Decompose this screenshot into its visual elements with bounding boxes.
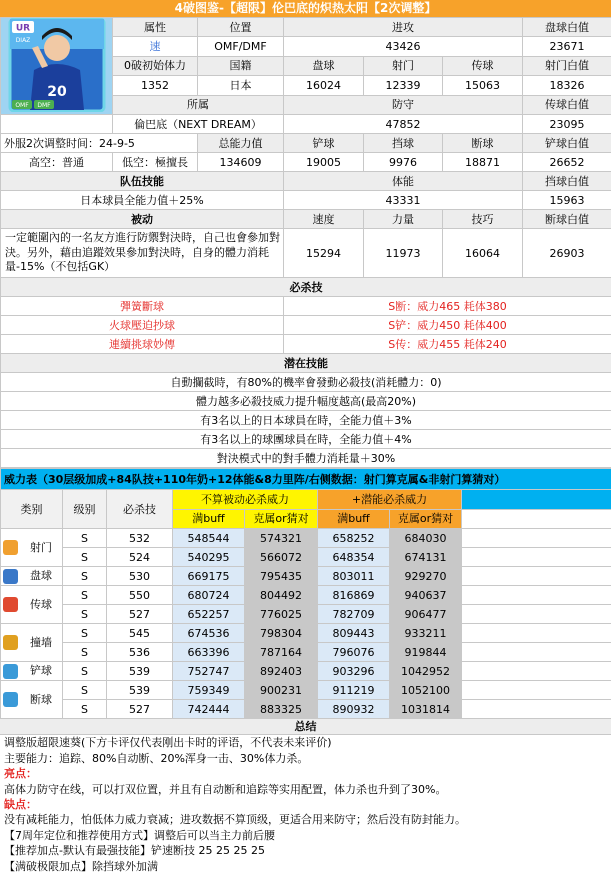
power-a-counter: 900231 <box>245 681 318 700</box>
intercept-white-value: 26903 <box>523 229 611 278</box>
dribble-label: 盘球 <box>284 56 364 75</box>
power-level: S <box>63 662 107 681</box>
power-category-label: 盘球 <box>30 569 52 582</box>
power-b-full: 911219 <box>318 681 390 700</box>
power-a-full: 674536 <box>173 624 245 643</box>
col-skill: 必杀技 <box>107 490 173 529</box>
power-level: S <box>63 548 107 567</box>
card-image <box>1 18 113 115</box>
power-b-counter: 940637 <box>390 586 462 605</box>
power-a-counter: 795435 <box>245 567 318 586</box>
special-stat-2: S铲：威力450 耗体400 <box>284 316 611 335</box>
power-skill: 545 <box>107 624 173 643</box>
power-level: S <box>63 605 107 624</box>
tech-label: 技巧 <box>443 210 523 229</box>
speed-value: 15294 <box>284 229 364 278</box>
dribble-icon <box>3 569 18 584</box>
power-a-counter: 883325 <box>245 700 318 719</box>
tackle-white-label: 铲球白值 <box>523 134 611 153</box>
power-category-label: 射门 <box>30 540 52 554</box>
latent-item: 自動攔截時，有80%的機率會發動必殺技(消耗體力：0) <box>1 373 611 392</box>
power-row <box>1 567 611 586</box>
power-category-label: 断球 <box>30 692 52 706</box>
team-value: 倫巴底（NEXT DREAM） <box>113 115 284 134</box>
power-b-counter: 906477 <box>390 605 462 624</box>
power-b-counter: 674131 <box>390 548 462 567</box>
power-b-full: 648354 <box>318 548 390 567</box>
power-level: S <box>63 681 107 700</box>
group-a-header: 不算被动必杀威力 <box>173 490 318 510</box>
team-label: 所属 <box>113 95 284 114</box>
power-table <box>0 468 611 719</box>
power-skill: 536 <box>107 643 173 662</box>
attr-value: 速 <box>113 37 198 56</box>
power-table-header: 威力表（30层级加成+84队技+110年奶+12体能&8力里阵/右侧数据：射门算克属&非射门算猜对） <box>1 469 611 490</box>
latent-item: 有3名以上的日本球員在時，全能力值＋3% <box>1 411 611 430</box>
phys-label: 体能 <box>284 172 523 191</box>
power-category-label: 传球 <box>30 597 52 611</box>
summary-line: 高体力防守在线，可以打双位置，并且有自动断和追踪等实用配置，体力杀也升到了30%。 <box>4 782 447 796</box>
power-skill: 530 <box>107 567 173 586</box>
block-value: 9976 <box>364 153 443 172</box>
summary-lines <box>0 735 611 874</box>
stamina-label: 0破初始体力 <box>113 56 198 75</box>
power-b-full: 803011 <box>318 567 390 586</box>
intercept-icon <box>3 692 18 707</box>
wall-pass-icon <box>3 635 18 650</box>
sub-full-b: 满buff <box>318 509 390 529</box>
tackle-label: 铲球 <box>284 134 364 153</box>
pass-white-label: 传球白值 <box>523 95 611 114</box>
pass-icon <box>3 597 18 612</box>
power-category <box>1 529 63 567</box>
power-a-full: 680724 <box>173 586 245 605</box>
shoot-icon <box>3 540 18 555</box>
power-label: 力量 <box>364 210 443 229</box>
summary-section <box>0 719 611 874</box>
speed-label: 速度 <box>284 210 364 229</box>
power-level: S <box>63 567 107 586</box>
power-a-counter: 798304 <box>245 624 318 643</box>
power-row <box>1 681 611 700</box>
atk-label: 进攻 <box>284 18 523 37</box>
card-pos2: DMF <box>36 102 51 109</box>
special-name-3: 連續挑球妙傳 <box>1 335 284 354</box>
intercept-value: 18871 <box>443 153 523 172</box>
adjust-date: 外服2次调整时间：24-9-5 <box>1 134 198 153</box>
power-b-counter: 929270 <box>390 567 462 586</box>
power-category <box>1 681 63 719</box>
card-name-tag: DIAZ <box>15 37 30 44</box>
power-a-full: 669175 <box>173 567 245 586</box>
total-value: 134609 <box>198 153 284 172</box>
card-badge: UR <box>15 23 30 34</box>
power-b-full: 782709 <box>318 605 390 624</box>
tackle-value: 19005 <box>284 153 364 172</box>
power-level: S <box>63 624 107 643</box>
power-category <box>1 567 63 586</box>
power-row <box>1 529 611 548</box>
stats-table <box>0 17 611 468</box>
power-value: 11973 <box>364 229 443 278</box>
sub-full-a: 满buff <box>173 509 245 529</box>
pass-white-value: 23095 <box>523 115 611 134</box>
power-skill: 539 <box>107 681 173 700</box>
power-b-full: 809443 <box>318 624 390 643</box>
summary-header: 总结 <box>0 719 611 735</box>
power-a-full: 759349 <box>173 681 245 700</box>
power-level: S <box>63 643 107 662</box>
power-b-full: 816869 <box>318 586 390 605</box>
low-ball: 低空：極擅長 <box>113 153 198 172</box>
pos-value: OMF/DMF <box>198 37 284 56</box>
power-skill: 550 <box>107 586 173 605</box>
shoot-label: 射门 <box>364 56 443 75</box>
power-a-counter: 787164 <box>245 643 318 662</box>
power-level: S <box>63 586 107 605</box>
power-a-full: 540295 <box>173 548 245 567</box>
special-name-1: 彈簧斷球 <box>1 297 284 316</box>
summary-line: 【7周年定位和推荐使用方式】调整后可以当主力前后腰 <box>4 828 275 842</box>
power-level: S <box>63 700 107 719</box>
pos-label: 位置 <box>198 18 284 37</box>
passive-label: 被动 <box>1 210 284 229</box>
block-white-label: 挡球白值 <box>523 172 611 191</box>
power-b-counter: 1052100 <box>390 681 462 700</box>
dribble-white-label: 盘球白值 <box>523 18 611 37</box>
power-row <box>1 605 611 624</box>
power-skill: 524 <box>107 548 173 567</box>
summary-line: 【满破极限加点】除挡球外加满 <box>4 859 158 873</box>
dribble-white-value: 23671 <box>523 37 611 56</box>
special-stat-3: S传：威力455 耗体240 <box>284 335 611 354</box>
power-b-full: 903296 <box>318 662 390 681</box>
power-a-full: 652257 <box>173 605 245 624</box>
power-b-counter: 933211 <box>390 624 462 643</box>
power-category-label: 铲球 <box>30 664 52 677</box>
block-label: 挡球 <box>364 134 443 153</box>
latent-item: 體力越多必殺技威力提升幅度越高(最高20%) <box>1 392 611 411</box>
power-b-counter: 684030 <box>390 529 462 548</box>
power-row <box>1 643 611 662</box>
tech-value: 16064 <box>443 229 523 278</box>
card-pos1: OMF <box>14 102 29 109</box>
stamina-value: 1352 <box>113 76 198 95</box>
card-number: 20 <box>46 84 67 100</box>
power-b-full: 890932 <box>318 700 390 719</box>
shoot-value: 12339 <box>364 76 443 95</box>
power-category-label: 撞墙 <box>30 635 52 649</box>
power-skill: 532 <box>107 529 173 548</box>
power-row <box>1 700 611 719</box>
power-b-counter: 919844 <box>390 643 462 662</box>
power-row <box>1 662 611 681</box>
power-b-full: 658252 <box>318 529 390 548</box>
nation-value: 日本 <box>198 76 284 95</box>
phys-value: 43331 <box>284 191 523 210</box>
power-a-full: 663396 <box>173 643 245 662</box>
power-category <box>1 624 63 662</box>
col-type: 类别 <box>1 490 63 529</box>
power-a-full: 742444 <box>173 700 245 719</box>
tackle-icon <box>3 664 18 679</box>
col-level: 级别 <box>63 490 107 529</box>
special-stat-1: S断：威力465 耗体380 <box>284 297 611 316</box>
power-a-full: 752747 <box>173 662 245 681</box>
power-b-full: 796076 <box>318 643 390 662</box>
pass-value: 15063 <box>443 76 523 95</box>
latent-item: 對決模式中的對手體力消耗量＋30% <box>1 449 611 468</box>
player-card-art <box>2 18 112 112</box>
latent-item: 有3名以上的球團球員在時，全能力值＋4% <box>1 430 611 449</box>
special-name-2: 火球壓迫抄球 <box>1 316 284 335</box>
power-category <box>1 662 63 681</box>
power-a-counter: 776025 <box>245 605 318 624</box>
atk-value: 43426 <box>284 37 523 56</box>
sub-counter-b: 克属or猜对 <box>390 509 462 529</box>
latent-header: 潜在技能 <box>1 354 611 373</box>
passive-text: 一定範圍內的一名友方進行防禦對決時，自己也會參加對決。另外，藉由追蹤效果參加對決時，自身的體力消耗量-15%（不包括GK） <box>1 229 284 278</box>
intercept-label: 断球 <box>443 134 523 153</box>
dribble-value: 16024 <box>284 76 364 95</box>
power-b-counter: 1031814 <box>390 700 462 719</box>
power-row <box>1 548 611 567</box>
def-label: 防守 <box>284 95 523 114</box>
summary-line: 缺点： <box>4 797 37 811</box>
power-b-counter: 1042952 <box>390 662 462 681</box>
power-skill: 527 <box>107 700 173 719</box>
tackle-white-value: 26652 <box>523 153 611 172</box>
power-skill: 539 <box>107 662 173 681</box>
power-a-counter: 804492 <box>245 586 318 605</box>
sub-counter-a: 克属or猜对 <box>245 509 318 529</box>
summary-line: 调整版超限速葵(下方卡评仅代表刚出卡时的评语，不代表未来评价) <box>4 736 332 750</box>
shoot-white-value: 18326 <box>523 76 611 95</box>
power-a-full: 548544 <box>173 529 245 548</box>
attr-label: 属性 <box>113 18 198 37</box>
power-a-counter: 574321 <box>245 529 318 548</box>
summary-line: 主要能力：追踪、80%自动断、20%浑身一击、30%体力杀。 <box>4 751 309 765</box>
nation-label: 国籍 <box>198 56 284 75</box>
block-white-value: 15963 <box>523 191 611 210</box>
pass-label: 传球 <box>443 56 523 75</box>
team-skill-value: 日本球員全能力值＋25% <box>1 191 284 210</box>
summary-line: 亮点： <box>4 767 37 781</box>
high-ball: 高空：普通 <box>1 153 113 172</box>
special-header: 必杀技 <box>1 278 611 297</box>
power-level: S <box>63 529 107 548</box>
team-skill-label: 队伍技能 <box>1 172 284 191</box>
power-a-counter: 892403 <box>245 662 318 681</box>
power-row <box>1 586 611 605</box>
power-skill: 527 <box>107 605 173 624</box>
power-a-counter: 566072 <box>245 548 318 567</box>
power-category <box>1 586 63 624</box>
summary-line: 【推荐加点-默认有最强技能】铲速断技 25 25 25 25 <box>4 844 265 858</box>
def-value: 47852 <box>284 115 523 134</box>
power-table-body <box>1 529 611 719</box>
summary-line: 没有减耗能力，怕低体力威力衰减；进攻数据不算顶级，更适合用来防守；然后没有防封能力。 <box>4 813 466 827</box>
power-row <box>1 624 611 643</box>
shoot-white-label: 射门白值 <box>523 56 611 75</box>
total-label: 总能力值 <box>198 134 284 153</box>
group-b-header: +潜能必杀威力 <box>318 490 462 510</box>
page-title: 4破图鉴-【超限】伦巴底的炽热太阳【2次调整】 <box>0 0 611 17</box>
intercept-white-label: 断球白值 <box>523 210 611 229</box>
